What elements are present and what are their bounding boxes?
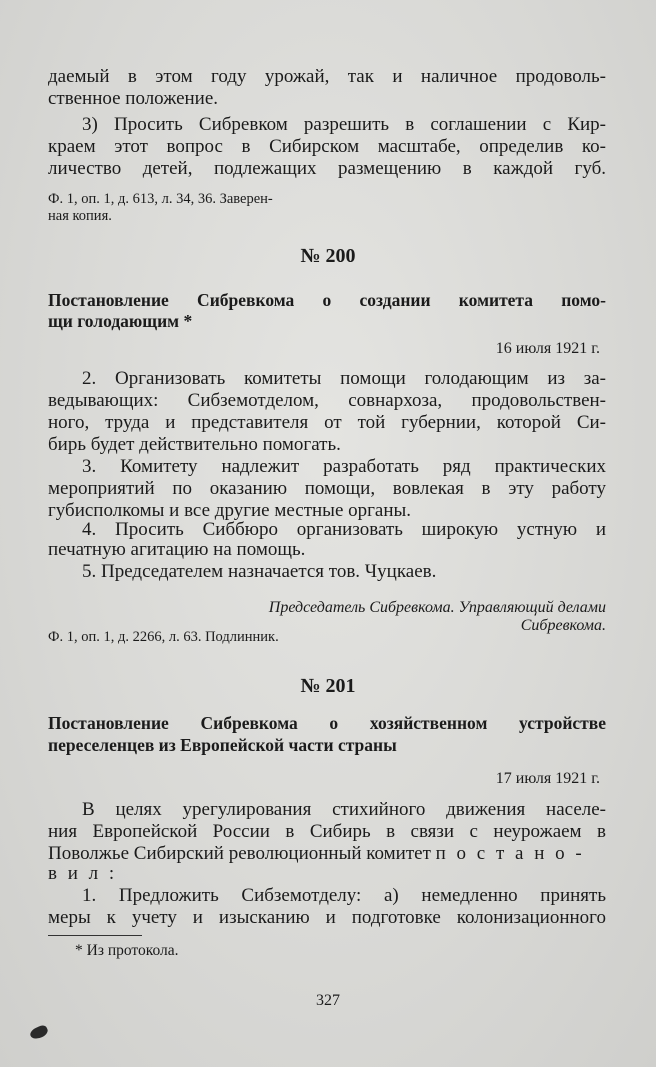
document-number: № 200 — [300, 245, 356, 267]
text-line: мероприятий по оказанию помощи, вовлекая в эту работу — [48, 478, 606, 499]
text-line: ведывающих: Сибземотделом, совнархоза, продовольствен- — [48, 390, 606, 411]
document-date: 16 июля 1921 г. — [495, 340, 600, 357]
text-line: в и л : — [48, 863, 118, 884]
archive-source: Ф. 1, оп. 1, д. 2266, л. 63. Подлинник. — [48, 629, 279, 645]
text-line: 1. Предложить Сибземотделу: а) немедленно принять — [82, 885, 606, 906]
text-line: бирь будет действительно помогать. — [48, 434, 341, 455]
text-line: печатную агитацию на помощь. — [48, 539, 306, 560]
text-line: губисполкомы и все другие местные органы. — [48, 500, 412, 521]
signature: Председатель Сибревкома. Управляющий делами — [268, 599, 606, 616]
text-line: 4. Просить Сиббюро организовать широкую устную и — [82, 519, 606, 540]
archive-source: ная копия. — [48, 208, 112, 224]
text-line: даемый в этом году урожай, так и наличное продоволь- — [48, 66, 606, 87]
document-heading: Постановление Сибревкома о хозяйственном устройстве — [48, 713, 606, 733]
document-heading: щи голодающим * — [48, 311, 193, 331]
document-heading: переселенцев из Европейской части страны — [48, 735, 397, 755]
text-line: меры к учету и изысканию и подготовке колонизационного — [48, 907, 606, 928]
text-line — [48, 843, 606, 864]
text-line: ного, труда и представителя от той губернии, которой Си- — [48, 412, 606, 433]
document-number: № 201 — [300, 675, 356, 697]
page-number: 327 — [316, 992, 340, 1009]
text-fragment: Поволжье Сибирский революционный комитет — [48, 843, 431, 864]
document-heading: Постановление Сибревкома о создании комитета помо- — [48, 290, 606, 310]
document-date: 17 июля 1921 г. — [495, 770, 600, 787]
text-line: ственное положение. — [48, 88, 219, 109]
text-line: личество детей, подлежащих размещению в каждой губ. — [48, 158, 606, 179]
footnote: * Из протокола. — [75, 942, 179, 959]
text-line: В целях урегулирования стихийного движения населе- — [82, 799, 606, 820]
text-line: 2. Организовать комитеты помощи голодающим из за- — [82, 368, 606, 389]
ink-blot — [29, 1024, 50, 1042]
archive-source: Ф. 1, оп. 1, д. 613, л. 34, 36. Заверен- — [48, 191, 273, 207]
text-line: 3) Просить Сибревком разрешить в соглашении с Кир- — [82, 114, 606, 135]
emphasized-word: п о с т а н о - — [435, 843, 585, 864]
text-line: 3. Комитету надлежит разработать ряд практических — [82, 456, 606, 477]
text-line: ния Европейской России в Сибирь в связи с неурожаем в — [48, 821, 606, 842]
signature: Сибревкома. — [520, 617, 606, 634]
text-line: краем этот вопрос в Сибирском масштабе, определив ко- — [48, 136, 606, 157]
footnote-divider — [48, 935, 142, 936]
text-line: 5. Председателем назначается тов. Чуцкаев. — [82, 561, 437, 582]
